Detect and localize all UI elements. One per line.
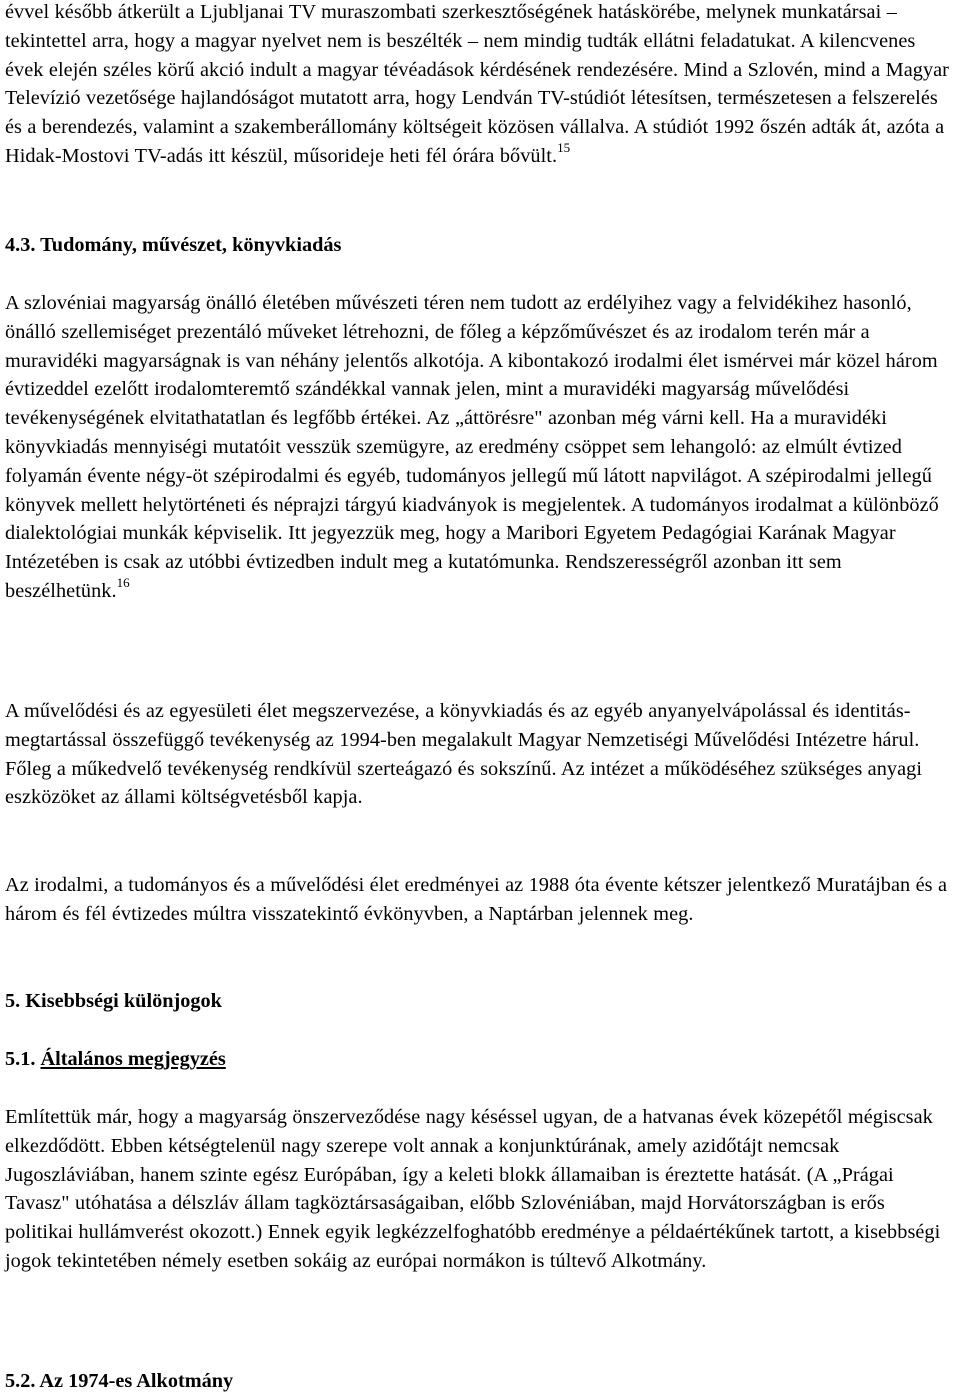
section-heading-4-3: 4.3. Tudomány, művészet, könyvkiadás (5, 234, 342, 256)
paragraph-general-remarks: Említettük már, hogy a magyarság önszerveződése nagy késéssel ugyan, de a hatvanas évek közepétől mégiscsak elkezdődött. Ebben kétségtelenül nagy szerepe volt annak a konjunktúrának, amely azidőtájt nemcsak Jugoszláviában, hanem szinte egész Európában, így a keleti blokk államaiban is éreztette hatását. (A „Prágai Tavasz" utóhatása a délszláv állam tagköztársaságaiban, előbb Szlovéniában, majd Horvátországban is erős politikai hullámverést okozott.) Ennek egyik legkézzelfoghatóbb eredménye a példaértékűnek tartott, a kisebbségi jogok tekintetében némely esetben sokáig az európai normákon is túltevő Alkotmány. (5, 1106, 941, 1272)
paragraph-cultural-institute: A művelődési és az egyesületi élet megszervezése, a könyvkiadás és az egyéb anyanyelvápolással és identitás-megtartással összefüggő tevékenység az 1994-ben megalakult Magyar Nemzetiségi Művelődési Intézetre hárul. Főleg a műkedvelő tevékenység rendkívül szerteágazó és sokszínű. Az intézet a működéséhez szükséges anyagi eszközöket az állami költségvetésből kapja. (5, 700, 923, 809)
paragraph-television (5, 0, 957, 171)
footnote-marker: 16 (116, 575, 130, 591)
paragraph-text: A szlovéniai magyarság önálló életében művészeti téren nem tudott az erdélyihez vagy a felvidékihez hasonló, önálló szellemiséget prezentáló műveket létrehozni, de főleg a képzőművészet és az irodalom terén már a muravidéki magyarságnak is van néhány jelentős alkotója. A kibontakozó irodalmi élet ismérvei már közel három évtizeddel ezelőtt irodalomteremtő szándékkal vannak jelen, mint a muravidéki magyarság művelődési tevékenységének elvitathatatlan és legfőbb értékei. Az „áttörésre" azonban még várni kell. Ha a muravidéki könyvkiadás mennyiségi mutatóit vesszük szemügyre, az eredmény csöppet sem lehangoló: az elmúlt évtized folyamán évente négy-öt szépirodalmi és egyéb, tudományos jellegű mű látott napvilágot. A szépirodalmi jellegű könyvek mellett helytörténeti és néprajzi tárgyú kiadványok is megjelentek. A tudományos irodalmat a különböző dialektológiai munkák képviselik. Itt jegyezzük meg, hogy a Maribori Egyetem Pedagógiai Karának Magyar Intézetében is csak az utóbbi évtizedben indult meg a kutatómunka. Rendszerességről azonban itt sem beszélhetünk. (5, 292, 939, 602)
heading-title: Általános megjegyzés (40, 1048, 226, 1070)
section-heading-5-2: 5.2. Az 1974-es Alkotmány (5, 1370, 234, 1392)
section-heading-5-1 (5, 1045, 226, 1074)
paragraph-literary-results: Az irodalmi, a tudományos és a művelődési élet eredményei az 1988 óta évente kétszer jelentkező Muratájban és a három és fél évtizedes múltra visszatekintő évkönyvben, a Naptárban jelennek meg. (5, 874, 948, 925)
footnote-marker: 15 (557, 140, 571, 156)
section-heading-5: 5. Kisebbségi különjogok (5, 990, 222, 1012)
paragraph-text: évvel később átkerült a Ljubljanai TV muraszombati szerkesztőségének hatáskörébe, melynek munkatársai – tekintettel arra, hogy a magyar nyelvet nem is beszélték – nem mindig tudták ellátni feladatukat. A kilencvenes évek elején széles körű akció indult a magyar tévéadások kérdésének rendezésére. Mind a Szlovén, mind a Magyar Televízió vezetősége hajlandóságot mutatott arra, hogy Lendván TV-stúdiót létesítsen, természetesen a felszerelés és a berendezés, valamint a szakemberállomány költségeit közösen vállalva. A stúdiót 1992 őszén adták át, azóta a Hidak-Mostovi TV-adás itt készül, műsorideje heti fél órára bővült. (5, 1, 949, 167)
paragraph-science-art-publishing (5, 289, 957, 606)
heading-number: 5.1. (5, 1048, 36, 1070)
